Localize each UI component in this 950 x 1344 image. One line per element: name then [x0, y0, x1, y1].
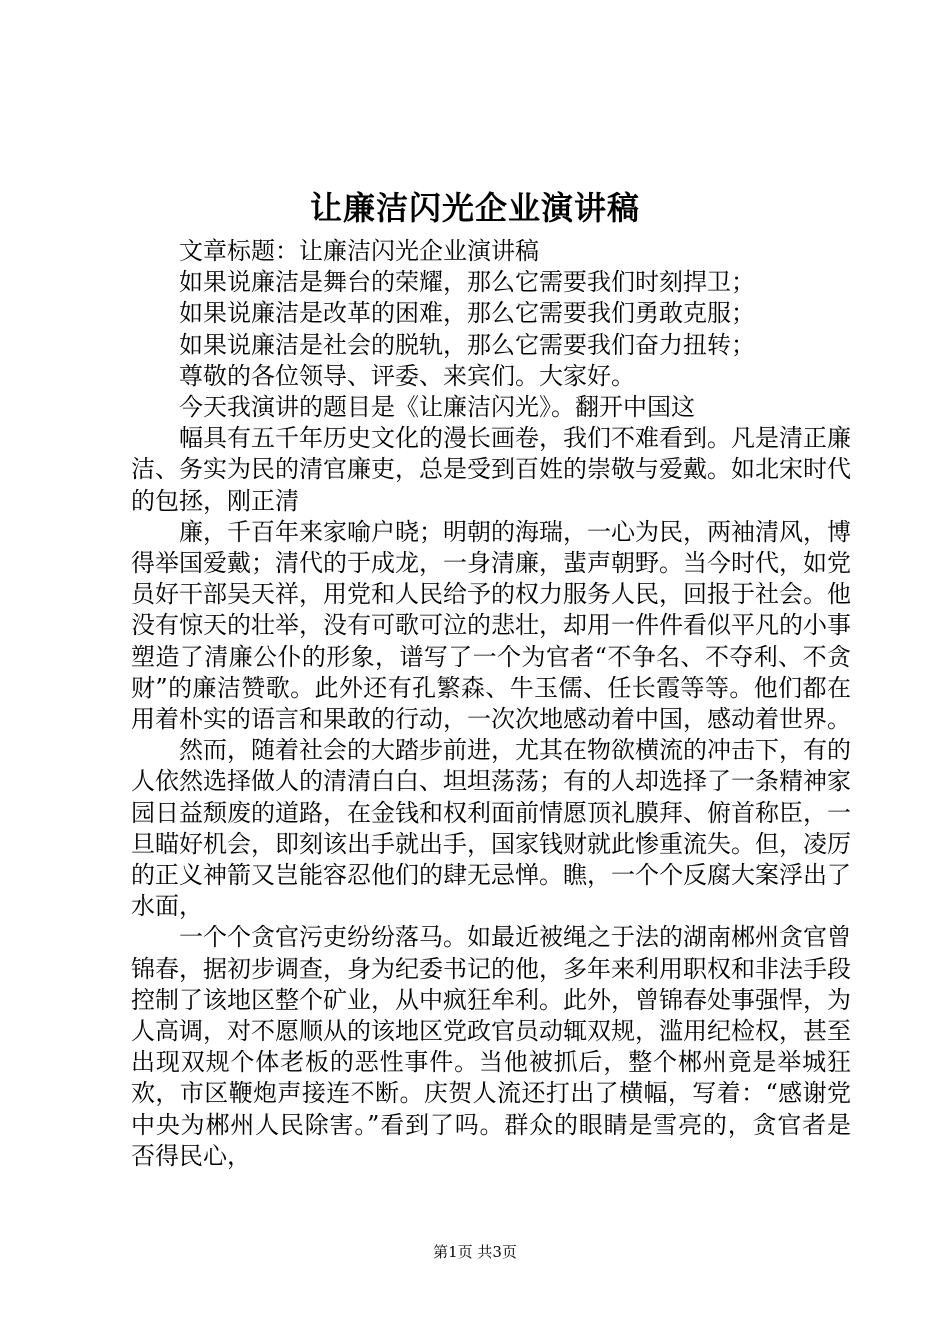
paragraph: 幅具有五千年历史文化的漫长画卷，我们不难看到。凡是清正廉洁、务实为民的清官廉吏，总是受到百姓的崇敬与爱戴。如北宋时代的包拯，刚正清 — [131, 424, 851, 515]
document-title: 让廉洁闪光企业演讲稿 — [309, 189, 640, 227]
page-number-footer: 第1页 共3页 — [433, 1243, 517, 1261]
paragraph: 尊敬的各位领导、评委、来宾们。大家好。 — [179, 361, 635, 390]
paragraph: 如果说廉洁是社会的脱轨，那么它需要我们奋力扭转； — [179, 330, 755, 359]
paragraph: 今天我演讲的题目是《让廉洁闪光》。翻开中国这 — [179, 393, 695, 422]
paragraph: 一个个贪官污吏纷纷落马。如最近被绳之于法的湖南郴州贪官曾锦春，据初步调查，身为纪委书记的他，多年来利用职权和非法手段控制了该地区整个矿业，从中疯狂牟利。此外，曾锦春处事强悍，为人高调，对不愿顺从的该地区党政官员动辄双规，滥用纪检权，甚至出现双规个体老板的恶性事件。当他被抓后，整个郴州竟是举城狂欢，市区鞭炮声接连不断。庆贺人流还打出了横幅，写着：“感谢党中央为郴州人民除害。”看到了吗。群众的眼睛是雪亮的，贪官者是否得民心， — [131, 923, 851, 1170]
paragraph: 文章标题：让廉洁闪光企业演讲稿 — [179, 237, 539, 265]
paragraph: 如果说廉洁是改革的困难，那么它需要我们勇敢克服； — [179, 299, 755, 328]
paragraph: 廉，千百年来家喻户晓；明朝的海瑞，一心为民，两袖清风，博得举国爱戴；清代的于成龙，一身清廉，蜚声朝野。当今时代，如党员好干部吴天祥，用党和人民给予的权力服务人民，回报于社会。他没有惊天的壮举，没有可歌可泣的悲壮，却用一件件看似平凡的小事塑造了清廉公仆的形象，谱写了一个为官者“不争名、不夺利、不贪财”的廉洁赞歌。此外还有孔繁森、牛玉儒、任长霞等等。他们都在用着朴实的语言和果敢的行动，一次次地感动着中国，感动着世界。 — [131, 517, 851, 734]
document-body — [131, 236, 851, 1172]
paragraph: 然而，随着社会的大踏步前进，尤其在物欲横流的冲击下，有的人依然选择做人的清清白白、坦坦荡荡；有的人却选择了一条精神家园日益颓废的道路，在金钱和权利面前情愿顶礼膜拜、俯首称臣，一旦瞄好机会，即刻该出手就出手，国家钱财就此惨重流失。但，凌厉的正义神箭又岂能容忍他们的肆无忌惮。瞧，一个个反腐大案浮出了水面， — [131, 736, 851, 921]
paragraph: 如果说廉洁是舞台的荣耀，那么它需要我们时刻捍卫； — [179, 268, 755, 297]
